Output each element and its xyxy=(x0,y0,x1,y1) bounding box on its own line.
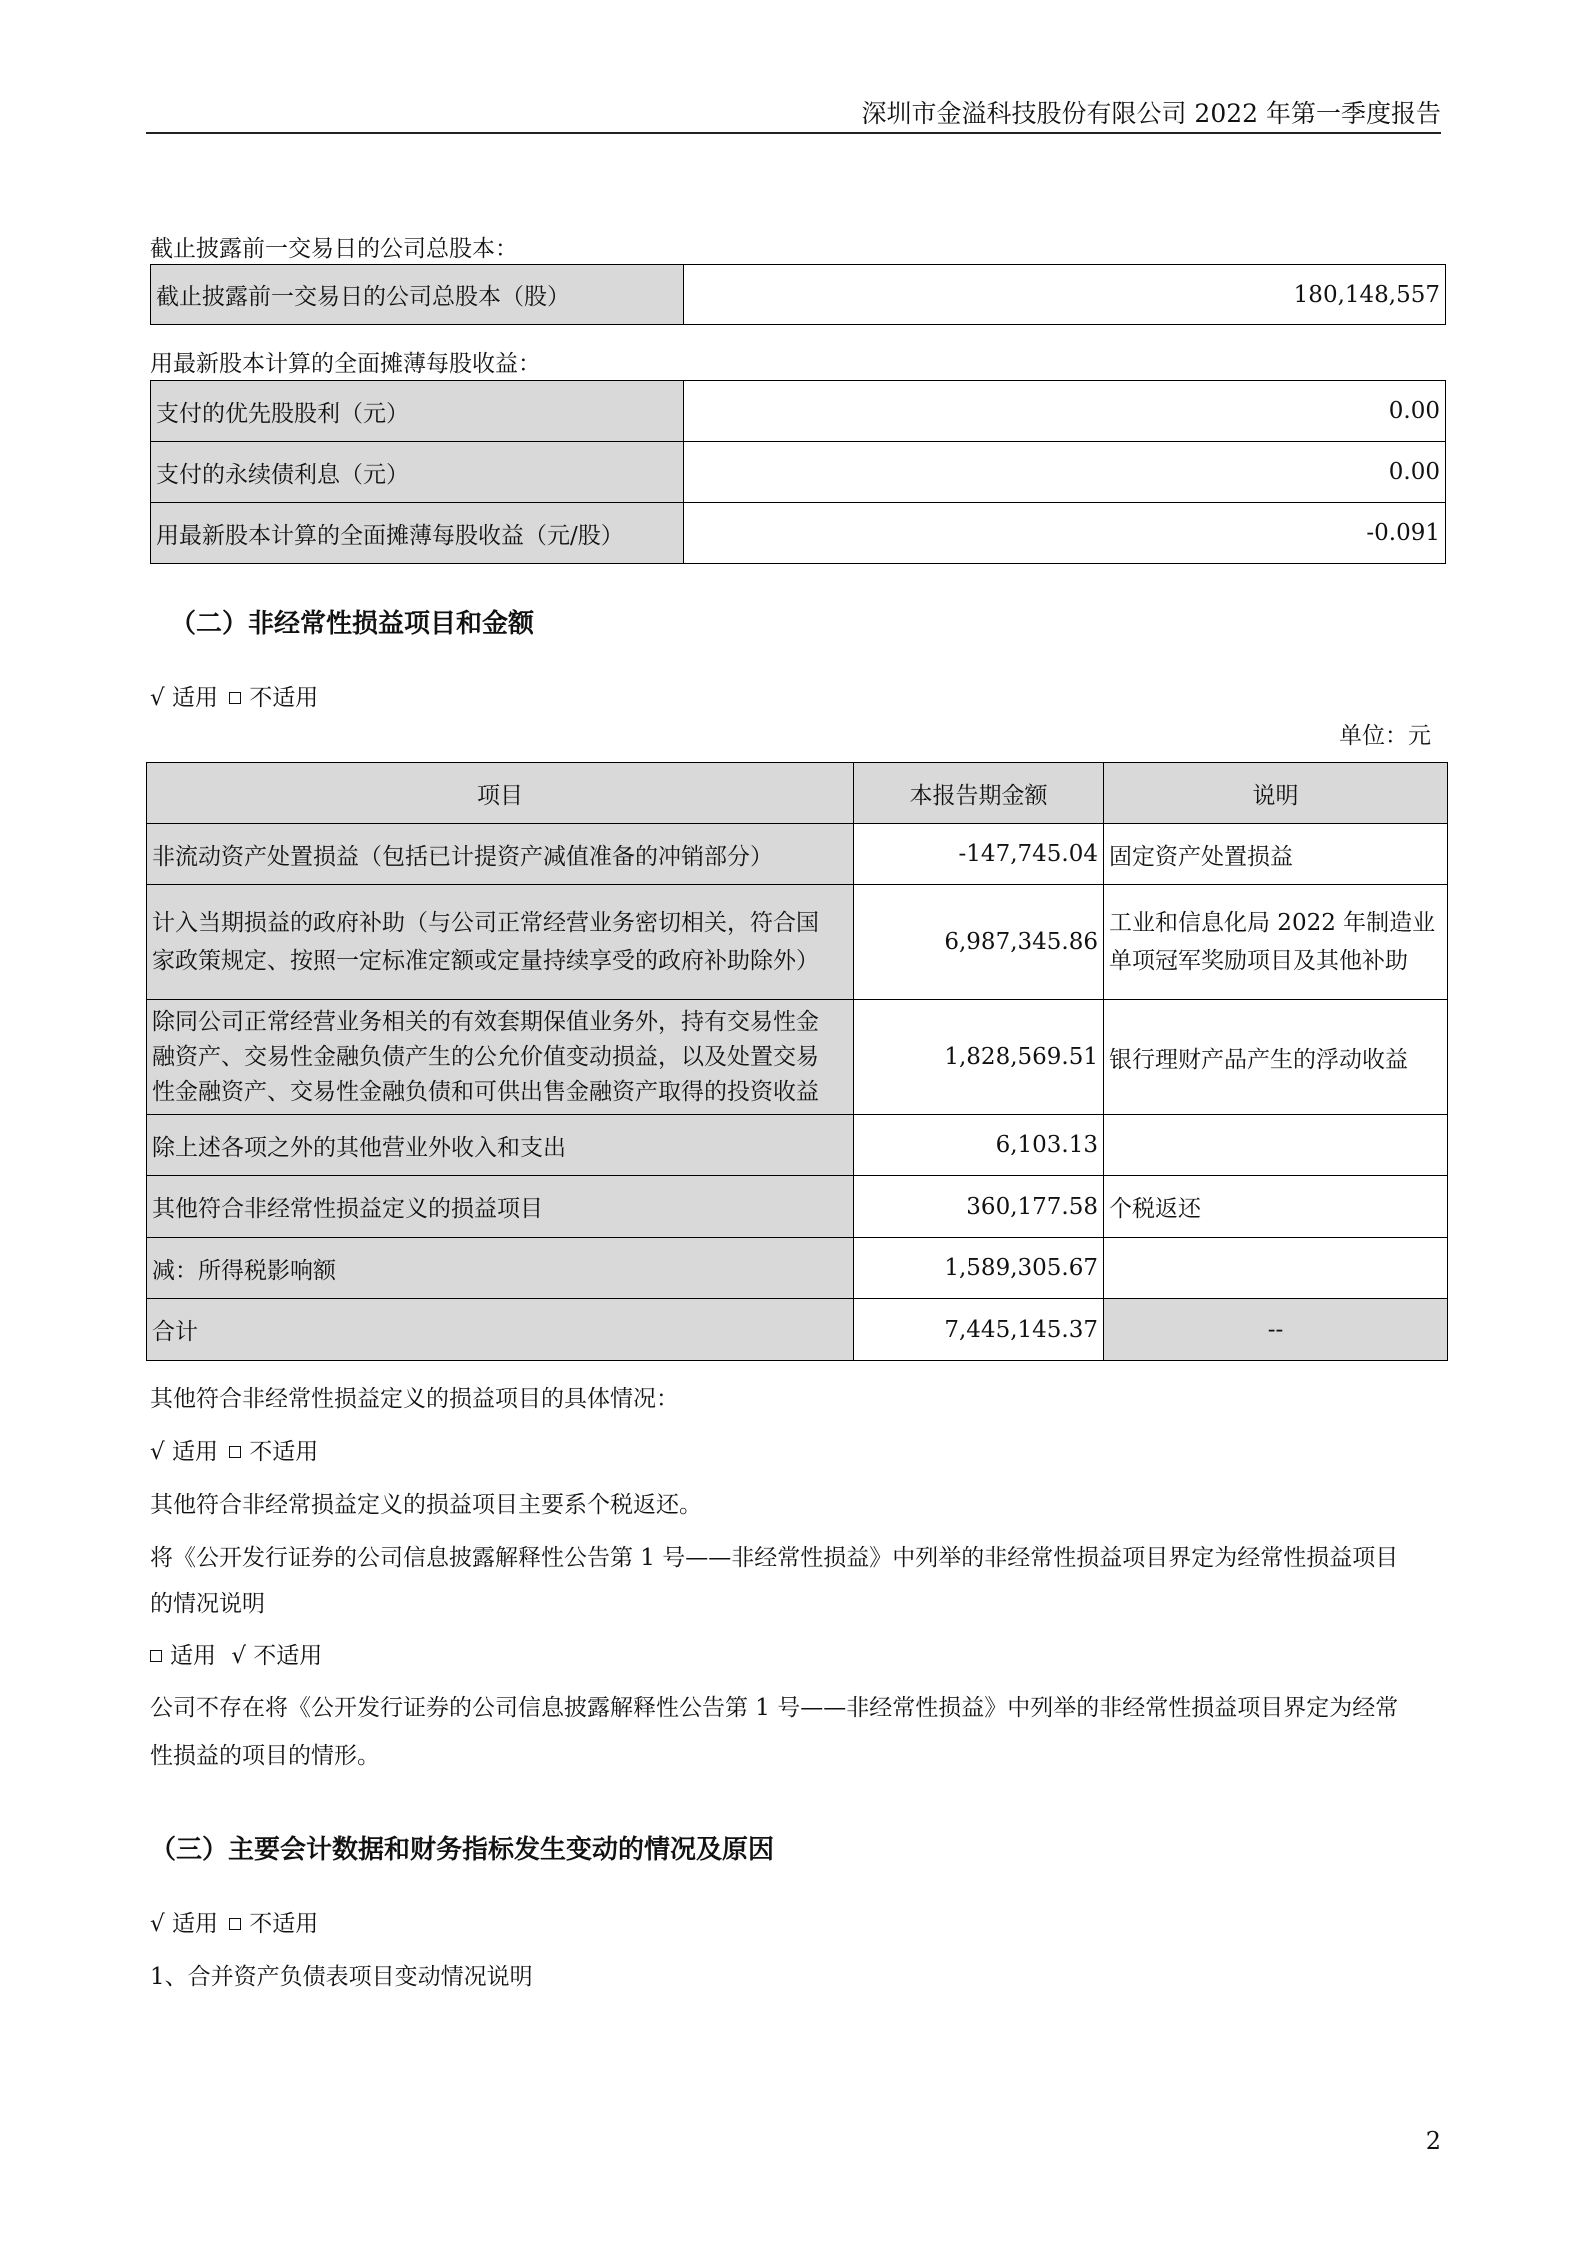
reclass-note-line: 公司不存在将《公开发行证券的公司信息披露解释性公告第 1 号——非经常性损益》中列举的非经常性损益项目界定为经常 xyxy=(150,1695,1399,1721)
table-row xyxy=(147,1000,1448,1115)
table-row xyxy=(147,1176,1448,1238)
note-cell xyxy=(1104,885,1448,1000)
note-cell xyxy=(1104,1115,1448,1176)
note-line: 单项冠军奖励项目及其他补助 xyxy=(1109,948,1408,974)
eps-row-value: 0.00 xyxy=(684,442,1446,503)
table-row xyxy=(147,885,1448,1000)
item-line: 计入当期损益的政府补助（与公司正常经营业务密切相关，符合国 xyxy=(152,910,819,936)
check-mark: √ xyxy=(150,685,165,711)
reclass-applicable xyxy=(150,1637,322,1670)
not-applicable-label: 不适用 xyxy=(249,1439,319,1465)
amount-cell: 6,103.13 xyxy=(854,1115,1104,1176)
other-items-note: 其他符合非经常损益定义的损益项目主要系个税返还。 xyxy=(150,1492,702,1518)
eps-row-label: 支付的永续债利息（元） xyxy=(151,442,684,503)
item-cell: 非流动资产处置损益（包括已计提资产减值准备的冲销部分） xyxy=(147,824,854,885)
applicable-label: 适用 xyxy=(171,1911,218,1937)
eps-row-value: -0.091 xyxy=(684,503,1446,564)
table-row xyxy=(151,265,1446,325)
table-row xyxy=(147,824,1448,885)
checkbox-icon xyxy=(229,1918,241,1930)
section2-heading: （二）非经常性损益项目和金额 xyxy=(170,609,535,639)
amount-cell: -147,745.04 xyxy=(854,824,1104,885)
applicable-label: 适用 xyxy=(171,1439,218,1465)
table-row xyxy=(151,442,1446,503)
note-cell: 个税返还 xyxy=(1104,1176,1448,1238)
eps-table xyxy=(150,380,1446,564)
share-capital-caption: 截止披露前一交易日的公司总股本： xyxy=(150,236,518,262)
non-recurring-table xyxy=(146,762,1448,1361)
column-header: 说明 xyxy=(1104,763,1448,824)
item-cell xyxy=(147,1000,854,1115)
amount-cell: 1,828,569.51 xyxy=(854,1000,1104,1115)
table-row xyxy=(147,1115,1448,1176)
reclass-caption-line: 将《公开发行证券的公司信息披露解释性公告第 1 号——非经常性损益》中列举的非经常性损益项目界定为经常性损益项目 xyxy=(150,1545,1399,1571)
share-capital-table xyxy=(150,264,1446,325)
item-cell: 其他符合非经常性损益定义的损益项目 xyxy=(147,1176,854,1238)
table-header-row xyxy=(147,763,1448,824)
note-cell xyxy=(1104,1238,1448,1299)
amount-cell: 360,177.58 xyxy=(854,1176,1104,1238)
amount-cell: 6,987,345.86 xyxy=(854,885,1104,1000)
amount-cell: 1,589,305.67 xyxy=(854,1238,1104,1299)
eps-row-label: 用最新股本计算的全面摊薄每股收益（元/股） xyxy=(151,503,684,564)
item-line: 除同公司正常经营业务相关的有效套期保值业务外，持有交易性金 xyxy=(152,1008,819,1035)
unit-label: 单位：元 xyxy=(1339,723,1431,749)
item-cell: 减：所得税影响额 xyxy=(147,1238,854,1299)
checkbox-icon xyxy=(150,1650,162,1662)
item-line: 家政策规定、按照一定标准定额或定量持续享受的政府补助除外） xyxy=(152,948,819,974)
section2-applicable xyxy=(150,679,318,712)
amount-cell: 7,445,145.37 xyxy=(854,1299,1104,1361)
section3-heading: （三）主要会计数据和财务指标发生变动的情况及原因 xyxy=(150,1835,775,1865)
not-applicable-label: 不适用 xyxy=(253,1643,323,1669)
table-row xyxy=(147,1299,1448,1361)
check-mark: √ xyxy=(231,1643,246,1669)
column-header: 项目 xyxy=(147,763,854,824)
applicable-label: 适用 xyxy=(170,1643,216,1669)
check-mark: √ xyxy=(150,1911,165,1937)
other-items-applicable xyxy=(150,1433,318,1466)
item-cell xyxy=(147,885,854,1000)
share-capital-label: 截止披露前一交易日的公司总股本（股） xyxy=(151,265,684,325)
item-line: 融资产、交易性金融负债产生的公允价值变动损益，以及处置交易 xyxy=(152,1043,819,1070)
item-line: 性金融资产、交易性金融负债和可供出售金融资产取得的投资收益 xyxy=(152,1078,819,1105)
checkbox-icon xyxy=(229,692,241,704)
header-divider xyxy=(146,132,1441,134)
table-row xyxy=(151,381,1446,442)
note-cell: -- xyxy=(1104,1299,1448,1361)
not-applicable-label: 不适用 xyxy=(249,685,319,711)
share-capital-value: 180,148,557 xyxy=(684,265,1446,325)
reclass-note-line: 性损益的项目的情形。 xyxy=(150,1743,380,1769)
page-number: 2 xyxy=(1425,2127,1441,2155)
report-header-title: 深圳市金溢科技股份有限公司 2022 年第一季度报告 xyxy=(861,99,1441,128)
reclass-caption-line: 的情况说明 xyxy=(150,1591,265,1617)
section3-item1: 1、合并资产负债表项目变动情况说明 xyxy=(150,1964,533,1990)
note-line: 工业和信息化局 2022 年制造业 xyxy=(1109,910,1436,936)
note-cell: 固定资产处置损益 xyxy=(1104,824,1448,885)
section3-applicable xyxy=(150,1905,318,1938)
table-row xyxy=(151,503,1446,564)
other-items-caption: 其他符合非经常性损益定义的损益项目的具体情况： xyxy=(150,1386,679,1412)
applicable-label: 适用 xyxy=(171,685,218,711)
note-cell: 银行理财产品产生的浮动收益 xyxy=(1104,1000,1448,1115)
eps-caption: 用最新股本计算的全面摊薄每股收益： xyxy=(150,351,541,377)
table-row xyxy=(147,1238,1448,1299)
item-cell: 除上述各项之外的其他营业外收入和支出 xyxy=(147,1115,854,1176)
checkbox-icon xyxy=(229,1446,241,1458)
item-cell: 合计 xyxy=(147,1299,854,1361)
eps-row-label: 支付的优先股股利（元） xyxy=(151,381,684,442)
check-mark: √ xyxy=(150,1439,165,1465)
eps-row-value: 0.00 xyxy=(684,381,1446,442)
column-header: 本报告期金额 xyxy=(854,763,1104,824)
not-applicable-label: 不适用 xyxy=(249,1911,319,1937)
